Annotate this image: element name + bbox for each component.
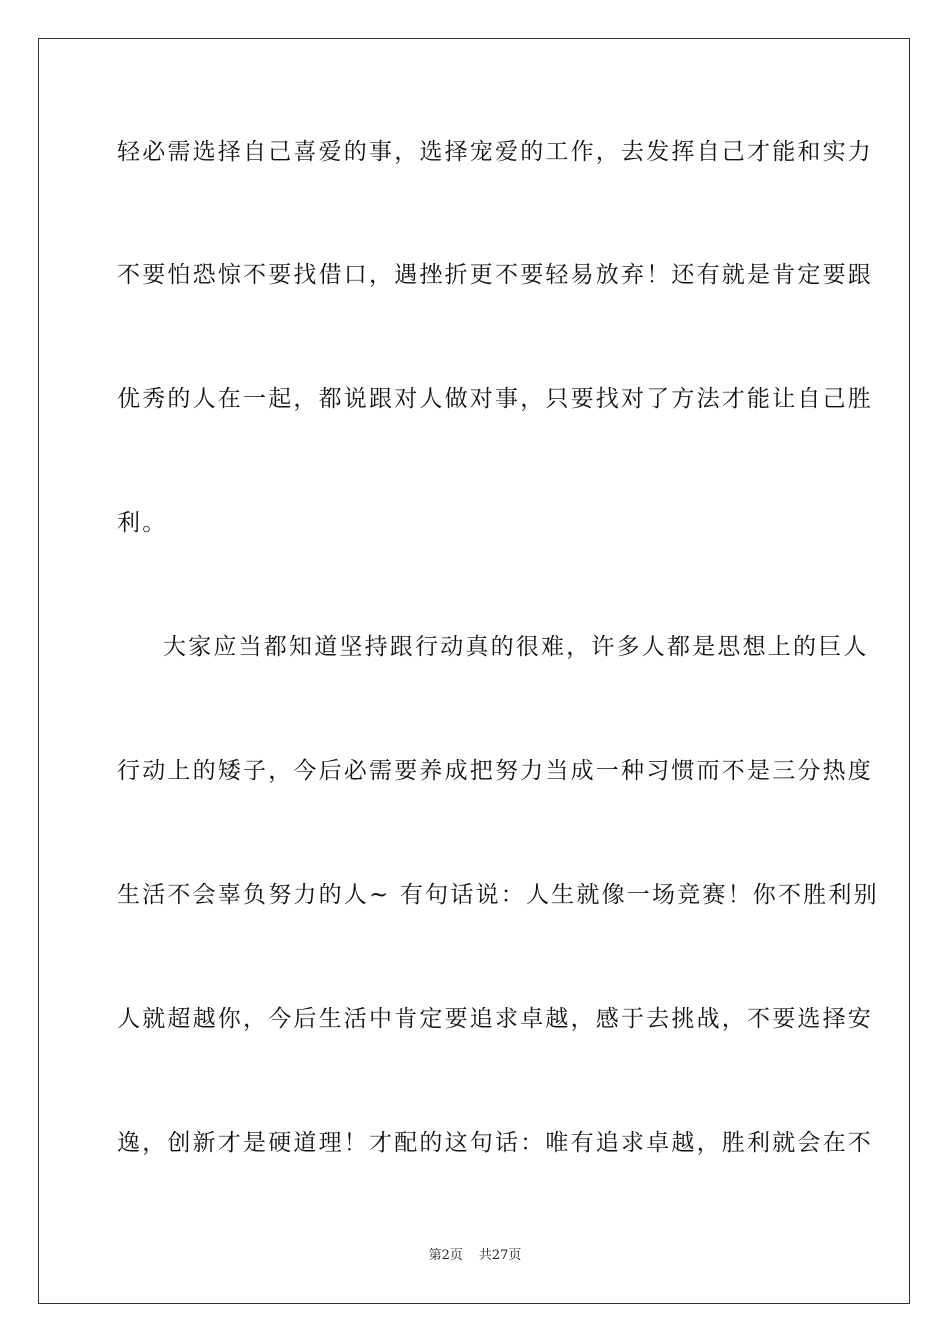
paragraph-line: 行动上的矮子，今后必需要养成把努力当成一种习惯而不是三分热度 <box>117 758 873 784</box>
paragraph-line: 利。 <box>117 510 168 536</box>
paragraph-line: 逸，创新才是硬道理！才配的这句话：唯有追求卓越，胜利就会在不 <box>117 1130 873 1156</box>
paragraph-line: 优秀的人在一起，都说跟对人做对事，只要找对了方法才能让自己胜 <box>117 386 873 412</box>
total-pages: 共27页 <box>478 1248 522 1263</box>
paragraph-line: 不要怕恐惊不要找借口，遇挫折更不要轻易放弃！还有就是肯定要跟 <box>117 262 873 288</box>
page-frame <box>38 38 910 1304</box>
page-number: 第2页 <box>428 1248 463 1263</box>
paragraph-line: 人就超越你，今后生活中肯定要追求卓越，感于去挑战，不要选择安 <box>117 1006 873 1032</box>
paragraph-line: 轻必需选择自己喜爱的事，选择宠爱的工作，去发挥自己才能和实力 <box>117 139 873 165</box>
page-footer <box>0 1247 950 1265</box>
paragraph-line-indented: 大家应当都知道坚持跟行动真的很难，许多人都是思想上的巨人 <box>163 634 869 660</box>
paragraph-line: 生活不会辜负努力的人~ 有句话说：人生就像一场竞赛！你不胜利别 <box>117 882 879 908</box>
